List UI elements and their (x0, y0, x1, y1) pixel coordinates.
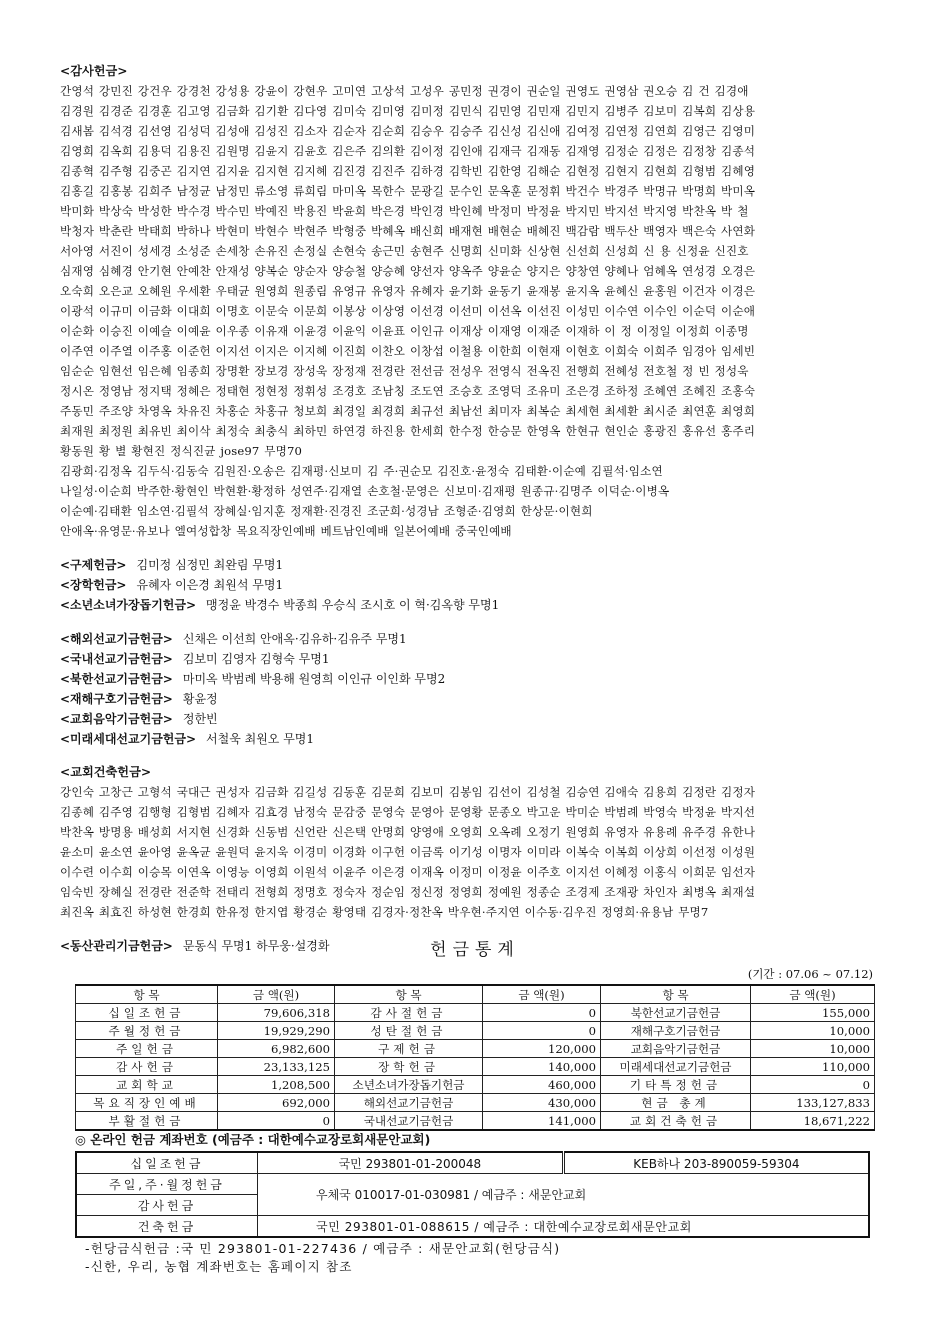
tithe-label: 십일조헌금 (76, 1152, 258, 1174)
statistics-amount: 141,000 (483, 1112, 601, 1131)
estate-offering-label: <동산관리기금헌금> (60, 939, 173, 953)
building-names-line: 윤소미 윤소연 윤아영 윤옥균 윤원덕 윤지욱 이경미 이경화 이구헌 이금록 이기성 이명자 이미라 이복숙 이복희 이상희 이선정 이성원 (60, 845, 756, 859)
building-names-line: 이수련 이수희 이승목 이연옥 이영능 이영희 이원석 이윤주 이은경 이재옥 이정미 이정윤 이주호 이지선 이혜정 이홍식 이희문 임선자 (60, 865, 756, 879)
thanks-names-line: 오숙희 오은교 오혜원 우세환 우태균 원영희 원종림 유영규 유영자 유혜자 윤기화 윤동기 윤재봉 윤지옥 윤혜신 윤홍원 이건자 이경은 (60, 284, 756, 298)
statistics-item: 소년소녀가장돕기헌금 (335, 1076, 483, 1094)
statistics-item: 국내선교기금헌금 (335, 1112, 483, 1131)
statistics-table (75, 984, 875, 1131)
statistics-item: 장학헌금 (335, 1058, 483, 1076)
statistics-row (76, 1022, 875, 1040)
fund-donors: 신채은 이선희 안애옥·김유하·김유주 무명1 (182, 632, 407, 646)
statistics-header-cell: 금 액(원) (483, 985, 601, 1004)
relief-section (60, 555, 882, 615)
statistics-header-row (76, 985, 875, 1004)
fund-label: <국내선교기금헌금> (60, 652, 173, 666)
account-notes (75, 1240, 875, 1276)
statistics-item: 주월정헌금 (76, 1022, 218, 1040)
fund-donors: 황윤정 (182, 692, 218, 706)
statistics-amount: 0 (218, 1112, 335, 1131)
online-accounts-title: ◎ 온라인 헌금 계좌번호 (예금주 : 대한예수교장로회새문안교회) (75, 1132, 431, 1147)
fund-line (60, 629, 882, 649)
statistics-amount: 10,000 (751, 1022, 875, 1040)
thanks-label: 감사헌금 (76, 1195, 258, 1216)
statistics-item: 미래세대선교기금헌금 (601, 1058, 751, 1076)
thanks-names-line: 정시온 정영남 정지택 정혜은 정태현 정현정 정휘성 조경호 조남칭 조도연 조승호 조영덕 조유미 조은경 조하정 조혜연 조혜진 조홍숙 (60, 384, 756, 398)
tithe-account-kb: 국민 293801-01-200048 (258, 1152, 564, 1174)
online-accounts (75, 1130, 875, 1276)
fund-line (60, 669, 882, 689)
mission-section (60, 629, 882, 749)
fund-donors: 마미옥 박범례 박용해 원영희 이인규 이인화 무명2 (182, 672, 446, 686)
thanks-names-line: 이순화 이승진 이예슬 이예윤 이우종 이유재 이윤경 이윤익 이윤표 이인규 이재상 이재영 이재준 이재하 이 정 이정일 이정희 이종명 (60, 324, 749, 338)
fund-line (60, 555, 882, 575)
thanks-names-line: 이순예·김태환 임소연·김필석 장혜실·임지훈 정재환·진경진 조군희·성경남 조형준·김영희 한상문·이현희 (60, 504, 593, 518)
building-names-line: 임숙빈 장혜실 전경란 전준학 전태리 전형희 정명호 정숙자 정순임 정신정 정영희 정예원 정종순 조경제 조재광 차인자 최병옥 최재설 (60, 885, 756, 899)
weekly-label: 주일,주·월정헌금 (76, 1174, 258, 1195)
statistics-item: 감사헌금 (76, 1058, 218, 1076)
statistics-item: 교회건축헌금 (601, 1112, 751, 1131)
statistics-row (76, 1112, 875, 1131)
statistics-amount: 430,000 (483, 1094, 601, 1112)
statistics-amount: 6,982,600 (218, 1040, 335, 1058)
statistics-amount: 692,000 (218, 1094, 335, 1112)
thanks-offering-section (60, 62, 882, 541)
statistics-amount: 23,133,125 (218, 1058, 335, 1076)
thanks-names-line: 김새봄 김석경 김선영 김성덕 김성애 김성진 김소자 김순자 김순희 김승우 김승주 김신성 김신애 김여정 김연정 김연희 김영근 김영미 (60, 124, 756, 138)
fund-donors: 김미정 심정민 최완림 무명1 (136, 558, 284, 572)
thanks-names-line: 주동민 주조양 차영옥 차유진 차홍순 차홍규 청보희 최경일 최경희 최규선 최남선 최미자 최복순 최세현 최세환 최시준 최연훈 최영희 (60, 404, 756, 418)
thanks-names-line: 나일성·이순희 박주한·황현인 박현환·황정하 성연주·김재열 손호철·문영은 신보미·김재평 원종규·김명주 이덕순·이병옥 (60, 484, 670, 498)
fund-label: <교회음악기금헌금> (60, 712, 173, 726)
statistics-amount: 0 (483, 1022, 601, 1040)
fund-label: <해외선교기금헌금> (60, 632, 173, 646)
statistics-amount: 0 (483, 1004, 601, 1022)
thanks-names-line: 황동원 황 별 황현진 정식진균 jose97 무명70 (60, 444, 302, 458)
account-row-building (76, 1216, 869, 1238)
statistics-header-cell: 금 액(원) (218, 985, 335, 1004)
statistics-item: 구제헌금 (335, 1040, 483, 1058)
fund-donors: 맹정윤 박경수 박종희 우승식 조시호 이 혁·김옥향 무명1 (206, 598, 500, 612)
fund-label: <구제헌금> (60, 558, 127, 572)
thanks-names-line: 간영석 강민진 강건우 강경천 강성용 강윤이 강현우 고미연 고상석 고성우 공민정 권경이 권순일 권영도 권영삼 권오승 김 건 김경애 (60, 84, 749, 98)
statistics-item: 십일조헌금 (76, 1004, 218, 1022)
statistics-amount: 133,127,833 (751, 1094, 875, 1112)
thanks-offering-names (60, 81, 882, 541)
statistics-amount: 460,000 (483, 1076, 601, 1094)
thanks-names-line: 김광희·김정옥 김두식·김동숙 김원진·오송은 김재평·신보미 김 주·권순모 김진호·윤정숙 김태환·이순예 김필석·임소연 (60, 464, 663, 478)
statistics-header-cell: 항 목 (335, 985, 483, 1004)
thanks-names-line: 심재영 심혜경 안기현 안예찬 안재성 양복순 양순자 양승철 양승혜 양선자 양옥주 양윤순 양지은 양창연 양혜나 엄혜옥 연성경 오경은 (60, 264, 756, 278)
thanks-names-line: 최재원 최정원 최유빈 최이삭 최정숙 최충식 최하민 하연경 하진용 한세희 한수정 한승문 한영옥 한현규 현인순 홍광진 홍유선 홍주리 (60, 424, 756, 438)
offering-statistics (75, 935, 875, 1131)
note-dedication-account: -헌당금식헌금 :국 민 293801-01-227436 / 예금주 : 새문안교회(헌당금식) (85, 1241, 561, 1256)
fund-donors: 유혜자 이은경 최원석 무명1 (136, 578, 284, 592)
building-offering-title: <교회건축헌금> (60, 765, 152, 779)
statistics-item: 현금 총계 (601, 1094, 751, 1112)
account-row-weekly (76, 1174, 869, 1195)
thanks-names-line: 박청자 박춘란 박태희 박하나 박현미 박현수 박현주 박형중 박혜옥 배신희 배재현 배현순 배혜진 백감람 백두산 백영자 백은숙 사연화 (60, 224, 756, 238)
thanks-names-line: 김홍길 김홍봉 김희주 남정균 남정민 류소영 류희림 마미옥 목한수 문광길 문수인 문옥훈 문정휘 박건수 박경주 박명규 박명희 박미옥 (60, 184, 756, 198)
statistics-amount: 1,208,500 (218, 1076, 335, 1094)
thanks-names-line: 안애옥·유영문·유보나 엘여성합창 목요직장인예배 베트남인예배 일본어예배 중국인예배 (60, 524, 512, 538)
building-names-line: 박찬옥 방명용 배성희 서지현 신경화 신동범 신언란 신은택 안명희 양영애 오영희 오옥례 오정기 원영희 유영자 유용례 유주경 유한나 (60, 825, 756, 839)
fund-line (60, 649, 882, 669)
building-names-line: 김종혜 김주영 김행형 김형범 김혜자 김효경 남정숙 문감중 문영숙 문영아 문영황 문종오 박고운 박미순 박범례 박영숙 박정윤 박지선 (60, 805, 756, 819)
thanks-names-line: 박미화 박상숙 박성한 박수경 박수민 박예진 박용진 박윤희 박은경 박인경 박인혜 박정미 박정윤 박지민 박지선 박지영 박찬옥 박 철 (60, 204, 749, 218)
fund-donors: 김보미 김영자 김형숙 무명1 (182, 652, 330, 666)
fund-label: <재해구호기금헌금> (60, 692, 173, 706)
fund-label: <장학헌금> (60, 578, 127, 592)
offering-list (60, 62, 882, 970)
statistics-row (76, 1076, 875, 1094)
statistics-item: 교회학교 (76, 1076, 218, 1094)
building-offering-section (60, 763, 882, 922)
statistics-header-cell: 항 목 (76, 985, 218, 1004)
statistics-item: 재해구호기금헌금 (601, 1022, 751, 1040)
statistics-item: 부활절헌금 (76, 1112, 218, 1131)
thanks-names-line: 이광석 이규미 이금화 이대희 이명호 이문숙 이문희 이봉상 이상영 이선경 이선미 이선옥 이선진 이성민 이수연 이수인 이순덕 이순애 (60, 304, 756, 318)
note-other-banks: -신한, 우리, 농협 계좌번호는 홈페이지 참조 (85, 1259, 353, 1274)
statistics-row (76, 1004, 875, 1022)
statistics-item: 성탄절헌금 (335, 1022, 483, 1040)
fund-label: <미래세대선교기금헌금> (60, 732, 197, 746)
thanks-names-line: 김영희 김옥희 김용덕 김용진 김원명 김윤지 김윤호 김은주 김의환 김이정 김인애 김재극 김재동 김재영 김정순 김정은 김정창 김종석 (60, 144, 756, 158)
statistics-amount: 18,671,222 (751, 1112, 875, 1131)
fund-label: <소년소녀가장돕기헌금> (60, 598, 197, 612)
statistics-amount: 79,606,318 (218, 1004, 335, 1022)
statistics-period: (기간 : 07.06 ~ 07.12) (747, 967, 873, 981)
thanks-offering-title: <감사헌금> (60, 64, 128, 78)
thanks-names-line: 임순순 임현선 임은혜 임종희 장명환 장보경 장성욱 장정재 전경란 전선금 전성우 전영식 전옥진 전행희 전혜성 전호철 정 빈 정성욱 (60, 364, 749, 378)
statistics-amount: 155,000 (751, 1004, 875, 1022)
building-label: 건축헌금 (76, 1216, 258, 1238)
statistics-item: 기타특정헌금 (601, 1076, 751, 1094)
statistics-item: 목요직장인예배 (76, 1094, 218, 1112)
fund-label: <북한선교기금헌금> (60, 672, 173, 686)
post-office-account: 우체국 010017-01-030981 / 예금주 : 새문안교회 (258, 1174, 870, 1216)
statistics-item: 교회음악기금헌금 (601, 1040, 751, 1058)
statistics-amount: 0 (751, 1076, 875, 1094)
building-names-line: 강인숙 고창근 고형석 국대근 권성자 김금화 김길성 김동훈 김문희 김보미 김봉임 김선이 김성철 김승연 김애숙 김용희 김정란 김정자 (60, 785, 756, 799)
statistics-amount: 140,000 (483, 1058, 601, 1076)
thanks-names-line: 서아영 서진이 성세경 소성준 손세창 손유진 손정실 손현숙 송근민 송현주 신명희 신미화 신상현 신선희 신성희 신 용 신정윤 신진호 (60, 244, 749, 258)
fund-line (60, 595, 882, 615)
building-account: 국민 293801-01-088615 / 예금주 : 대한예수교장로회새문안교회 (258, 1216, 870, 1238)
thanks-names-line: 이주연 이주열 이주홍 이준헌 이지선 이지은 이지혜 이진희 이찬오 이창섭 이철용 이한희 이현재 이현호 이희숙 이희주 임경아 임세빈 (60, 344, 756, 358)
statistics-row (76, 1094, 875, 1112)
building-names-line: 최진옥 최효진 하성현 한경희 한유정 한지엽 황경순 황영태 김경자·정찬옥 박우현·주지연 이수동·김우진 정영희·유용남 무명7 (60, 905, 709, 919)
thanks-names-line: 김경원 김경준 김경훈 김고영 김금화 김기환 김다영 김미숙 김미영 김미정 김민식 김민영 김민재 김민지 김병주 김보미 김복희 김상용 (60, 104, 756, 118)
statistics-row (76, 1058, 875, 1076)
statistics-amount: 120,000 (483, 1040, 601, 1058)
statistics-item: 해외선교기금헌금 (335, 1094, 483, 1112)
account-table (75, 1151, 870, 1238)
statistics-header-cell: 금 액(원) (751, 985, 875, 1004)
fund-donors: 정한빈 (182, 712, 218, 726)
tithe-account-keb: KEB하나 203-890059-59304 (563, 1152, 869, 1174)
statistics-amount: 110,000 (751, 1058, 875, 1076)
statistics-amount: 19,929,290 (218, 1022, 335, 1040)
statistics-item: 감사절헌금 (335, 1004, 483, 1022)
building-offering-names (60, 782, 882, 922)
statistics-item: 북한선교기금헌금 (601, 1004, 751, 1022)
statistics-row (76, 1040, 875, 1058)
fund-line (60, 709, 882, 729)
fund-donors: 서철욱 최원오 무명1 (206, 732, 315, 746)
statistics-header-cell: 항 목 (601, 985, 751, 1004)
statistics-amount: 10,000 (751, 1040, 875, 1058)
statistics-title: 헌금통계 (430, 940, 520, 960)
fund-line (60, 729, 882, 749)
fund-line (60, 575, 882, 595)
estate-offering-value: 문동식 무명1 하무웅·설경화 (182, 939, 330, 953)
statistics-item: 주일헌금 (76, 1040, 218, 1058)
fund-line (60, 689, 882, 709)
thanks-names-line: 김종혁 김주형 김중곤 김지연 김지윤 김지현 김지혜 김진경 김진주 김하경 김학빈 김한영 김해순 김현정 김현지 김현희 김형범 김혜영 (60, 164, 756, 178)
account-row-tithe (76, 1152, 869, 1174)
